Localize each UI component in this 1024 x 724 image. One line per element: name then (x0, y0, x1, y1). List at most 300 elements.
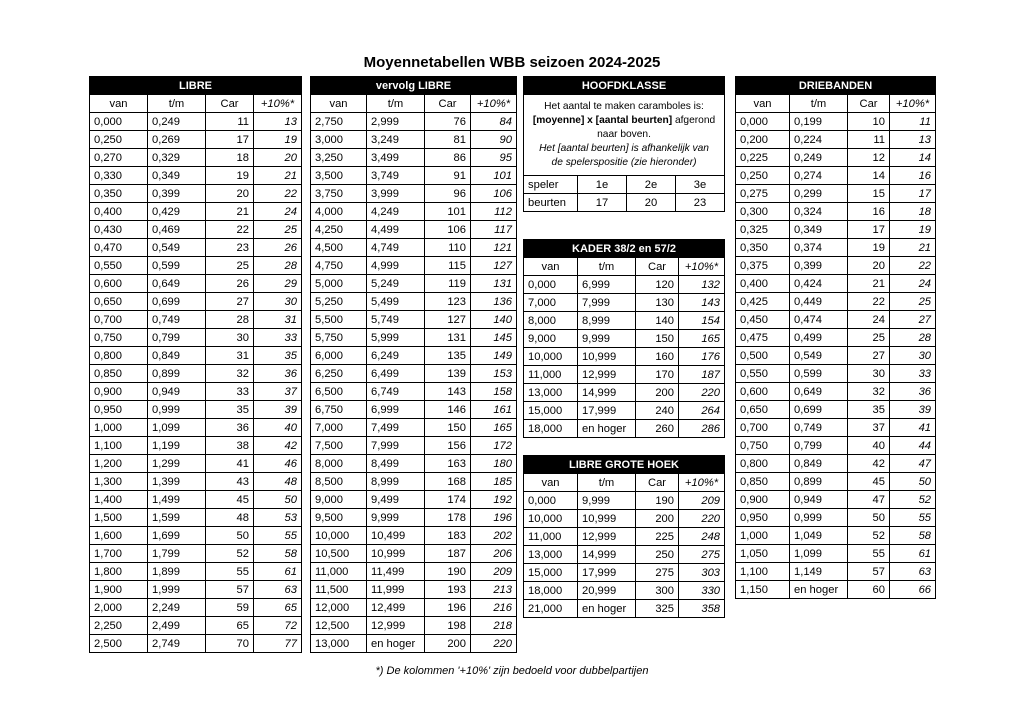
car-cell: 14 (848, 167, 890, 185)
tm-cell: 1,699 (148, 527, 206, 545)
table-row (524, 546, 725, 564)
table-row (736, 419, 936, 437)
column-header: van (524, 474, 578, 492)
plus10-cell: 131 (471, 275, 517, 293)
tm-cell: 0,269 (148, 131, 206, 149)
libre-table (89, 76, 302, 653)
tm-cell: 10,999 (578, 510, 636, 528)
column-header: t/m (367, 95, 425, 113)
beurten-cell: 17 (578, 194, 627, 212)
van-cell: 1,500 (90, 509, 148, 527)
tm-cell: 0,849 (790, 455, 848, 473)
plus10-cell: 28 (254, 257, 302, 275)
car-cell: 127 (425, 311, 471, 329)
car-cell: 130 (636, 294, 679, 312)
van-cell: 5,500 (311, 311, 367, 329)
tm-cell: 5,749 (367, 311, 425, 329)
tm-cell: 0,424 (790, 275, 848, 293)
tm-cell: 1,599 (148, 509, 206, 527)
plus10-cell: 216 (471, 599, 517, 617)
column-header: van (90, 95, 148, 113)
info-bold: [moyenne] x [aantal beurten] (532, 115, 673, 126)
plus10-cell: 65 (254, 599, 302, 617)
car-cell: 123 (425, 293, 471, 311)
van-cell: 8,000 (524, 312, 578, 330)
plus10-cell: 14 (890, 149, 936, 167)
car-cell: 174 (425, 491, 471, 509)
van-cell: 11,000 (524, 366, 578, 384)
plus10-cell: 358 (679, 600, 725, 618)
van-cell: 0,500 (736, 347, 790, 365)
tm-cell: 6,499 (367, 365, 425, 383)
tm-cell: 4,249 (367, 203, 425, 221)
car-cell: 32 (848, 383, 890, 401)
table-row (311, 131, 517, 149)
van-cell: 10,000 (524, 348, 578, 366)
plus10-cell: 180 (471, 455, 517, 473)
plus10-cell: 61 (890, 545, 936, 563)
tm-cell: 7,999 (367, 437, 425, 455)
van-cell: 18,000 (524, 420, 578, 438)
plus10-cell: 33 (254, 329, 302, 347)
tm-cell: 6,999 (578, 276, 636, 294)
plus10-cell: 36 (890, 383, 936, 401)
van-cell: 15,000 (524, 564, 578, 582)
car-cell: 30 (206, 329, 254, 347)
table-row (90, 437, 302, 455)
plus10-cell: 275 (679, 546, 725, 564)
van-cell: 15,000 (524, 402, 578, 420)
plus10-cell: 187 (679, 366, 725, 384)
tm-cell: 0,349 (790, 221, 848, 239)
van-cell: 0,900 (736, 491, 790, 509)
van-cell: 0,400 (736, 275, 790, 293)
plus10-cell: 202 (471, 527, 517, 545)
table-row (90, 545, 302, 563)
tm-cell: 2,499 (148, 617, 206, 635)
plus10-cell: 209 (471, 563, 517, 581)
tm-cell: 8,999 (578, 312, 636, 330)
car-cell: 325 (636, 600, 679, 618)
car-cell: 150 (425, 419, 471, 437)
car-cell: 20 (206, 185, 254, 203)
table-row (736, 347, 936, 365)
table-row (524, 582, 725, 600)
tm-cell: 5,999 (367, 329, 425, 347)
van-cell: 13,000 (311, 635, 367, 653)
car-cell: 22 (206, 221, 254, 239)
van-cell: 0,225 (736, 149, 790, 167)
tm-cell: 0,649 (148, 275, 206, 293)
van-cell: 4,250 (311, 221, 367, 239)
tm-cell: 0,599 (148, 257, 206, 275)
table-header: DRIEBANDEN (736, 77, 936, 95)
van-cell: 6,250 (311, 365, 367, 383)
car-cell: 35 (206, 401, 254, 419)
van-cell: 1,000 (90, 419, 148, 437)
tm-cell: 0,449 (790, 293, 848, 311)
plus10-cell: 61 (254, 563, 302, 581)
tm-cell: 12,999 (367, 617, 425, 635)
tm-cell: 11,999 (367, 581, 425, 599)
table-row (311, 149, 517, 167)
van-cell: 7,000 (311, 419, 367, 437)
car-cell: 115 (425, 257, 471, 275)
van-cell: 0,950 (736, 509, 790, 527)
plus10-cell: 41 (890, 419, 936, 437)
plus10-cell: 19 (890, 221, 936, 239)
plus10-cell: 145 (471, 329, 517, 347)
plus10-cell: 13 (254, 113, 302, 131)
van-cell: 1,000 (736, 527, 790, 545)
plus10-cell: 13 (890, 131, 936, 149)
plus10-cell: 165 (679, 330, 725, 348)
van-cell: 11,000 (311, 563, 367, 581)
table-row (90, 131, 302, 149)
table-row (736, 509, 936, 527)
table-row (736, 257, 936, 275)
car-cell: 45 (206, 491, 254, 509)
van-cell: 5,250 (311, 293, 367, 311)
table-row (90, 635, 302, 653)
van-cell: 0,450 (736, 311, 790, 329)
van-cell: 21,000 (524, 600, 578, 618)
van-cell: 0,430 (90, 221, 148, 239)
plus10-cell: 95 (471, 149, 517, 167)
van-cell: 13,000 (524, 384, 578, 402)
van-cell: 18,000 (524, 582, 578, 600)
beurten-cell: 23 (676, 194, 725, 212)
plus10-cell: 303 (679, 564, 725, 582)
tm-cell: en hoger (790, 581, 848, 599)
car-cell: 12 (848, 149, 890, 167)
van-cell: 2,000 (90, 599, 148, 617)
plus10-cell: 149 (471, 347, 517, 365)
plus10-cell: 209 (679, 492, 725, 510)
table-row (90, 167, 302, 185)
car-cell: 22 (848, 293, 890, 311)
plus10-cell: 220 (679, 510, 725, 528)
tm-cell: 0,599 (790, 365, 848, 383)
van-cell: 2,500 (90, 635, 148, 653)
car-cell: 25 (848, 329, 890, 347)
column-header: +10%* (679, 474, 725, 492)
tm-cell: 0,649 (790, 383, 848, 401)
car-cell: 55 (206, 563, 254, 581)
table-row (736, 527, 936, 545)
tm-cell: 8,999 (367, 473, 425, 491)
car-cell: 198 (425, 617, 471, 635)
plus10-cell: 50 (890, 473, 936, 491)
van-cell: 0,250 (736, 167, 790, 185)
van-cell: 0,000 (524, 276, 578, 294)
van-cell: 8,500 (311, 473, 367, 491)
table-row (524, 312, 725, 330)
table-row (311, 185, 517, 203)
plus10-cell: 25 (890, 293, 936, 311)
tm-cell: 0,949 (148, 383, 206, 401)
tm-cell: 10,499 (367, 527, 425, 545)
plus10-cell: 28 (890, 329, 936, 347)
table-row (736, 149, 936, 167)
van-cell: 0,900 (90, 383, 148, 401)
car-cell: 25 (206, 257, 254, 275)
tm-cell: 0,249 (790, 149, 848, 167)
hoofdklasse-table (523, 76, 725, 212)
plus10-cell: 31 (254, 311, 302, 329)
plus10-cell: 220 (679, 384, 725, 402)
van-cell: 1,600 (90, 527, 148, 545)
tm-cell: 0,329 (148, 149, 206, 167)
van-cell: 0,650 (90, 293, 148, 311)
car-cell: 23 (206, 239, 254, 257)
car-cell: 300 (636, 582, 679, 600)
car-cell: 200 (425, 635, 471, 653)
table-row (736, 293, 936, 311)
van-cell: 3,750 (311, 185, 367, 203)
table-row (524, 294, 725, 312)
tm-cell: 0,324 (790, 203, 848, 221)
table-row (90, 149, 302, 167)
van-cell: 0,750 (90, 329, 148, 347)
tm-cell: 0,699 (790, 401, 848, 419)
table-row (90, 293, 302, 311)
van-cell: 0,800 (90, 347, 148, 365)
car-cell: 183 (425, 527, 471, 545)
table-row (90, 257, 302, 275)
plus10-cell: 143 (679, 294, 725, 312)
table-row (311, 347, 517, 365)
table-row (311, 239, 517, 257)
van-cell: 11,500 (311, 581, 367, 599)
table-row (736, 329, 936, 347)
plus10-cell: 63 (890, 563, 936, 581)
table-row (311, 419, 517, 437)
table-row (311, 257, 517, 275)
van-cell: 6,750 (311, 401, 367, 419)
beurten-cell: 20 (627, 194, 676, 212)
plus10-cell: 132 (679, 276, 725, 294)
tm-cell: 3,249 (367, 131, 425, 149)
table-row (311, 635, 517, 653)
table-row (736, 437, 936, 455)
tm-cell: 0,749 (790, 419, 848, 437)
column-header: t/m (578, 474, 636, 492)
plus10-cell: 172 (471, 437, 517, 455)
table-row (736, 203, 936, 221)
van-cell: 0,550 (90, 257, 148, 275)
van-cell: 4,750 (311, 257, 367, 275)
table-row (311, 203, 517, 221)
car-cell: 135 (425, 347, 471, 365)
van-cell: 1,100 (90, 437, 148, 455)
car-cell: 32 (206, 365, 254, 383)
tm-cell: 0,249 (148, 113, 206, 131)
car-cell: 160 (636, 348, 679, 366)
van-cell: 8,000 (311, 455, 367, 473)
car-cell: 260 (636, 420, 679, 438)
table-row (524, 384, 725, 402)
table-row (311, 491, 517, 509)
tm-cell: 9,999 (367, 509, 425, 527)
car-cell: 21 (848, 275, 890, 293)
plus10-cell: 39 (890, 401, 936, 419)
table-row (736, 239, 936, 257)
table-row (524, 420, 725, 438)
plus10-cell: 176 (679, 348, 725, 366)
van-cell: 2,250 (90, 617, 148, 635)
tm-cell: 12,999 (578, 366, 636, 384)
tm-cell: en hoger (578, 600, 636, 618)
car-cell: 55 (848, 545, 890, 563)
plus10-cell: 30 (254, 293, 302, 311)
table-row (311, 365, 517, 383)
car-cell: 178 (425, 509, 471, 527)
tm-cell: 0,224 (790, 131, 848, 149)
table-row (90, 473, 302, 491)
van-cell: 3,250 (311, 149, 367, 167)
plus10-cell: 66 (890, 581, 936, 599)
tm-cell: 11,499 (367, 563, 425, 581)
table-row (311, 167, 517, 185)
van-cell: 0,000 (90, 113, 148, 131)
plus10-cell: 220 (471, 635, 517, 653)
table-row (524, 510, 725, 528)
van-cell: 5,000 (311, 275, 367, 293)
table-row (736, 581, 936, 599)
plus10-cell: 158 (471, 383, 517, 401)
table-row (311, 329, 517, 347)
plus10-cell: 24 (890, 275, 936, 293)
car-cell: 101 (425, 203, 471, 221)
van-cell: 9,500 (311, 509, 367, 527)
van-cell: 1,300 (90, 473, 148, 491)
table-row (311, 113, 517, 131)
plus10-cell: 121 (471, 239, 517, 257)
van-cell: 10,000 (524, 510, 578, 528)
car-cell: 187 (425, 545, 471, 563)
tm-cell: 0,499 (790, 329, 848, 347)
car-cell: 50 (848, 509, 890, 527)
column-header: Car (636, 258, 679, 276)
table-row (311, 599, 517, 617)
table-row (90, 617, 302, 635)
plus10-cell: 127 (471, 257, 517, 275)
tm-cell: 0,799 (148, 329, 206, 347)
table-row (524, 600, 725, 618)
car-cell: 11 (206, 113, 254, 131)
van-cell: 7,000 (524, 294, 578, 312)
plus10-cell: 248 (679, 528, 725, 546)
tm-cell: 0,469 (148, 221, 206, 239)
plus10-cell: 153 (471, 365, 517, 383)
plus10-cell: 37 (254, 383, 302, 401)
car-cell: 196 (425, 599, 471, 617)
van-cell: 1,400 (90, 491, 148, 509)
plus10-cell: 117 (471, 221, 517, 239)
table-row (311, 455, 517, 473)
table-row (736, 545, 936, 563)
tm-cell: 1,499 (148, 491, 206, 509)
info-line: Het aantal te maken caramboles is: (544, 101, 704, 112)
plus10-cell: 161 (471, 401, 517, 419)
column-header: +10%* (890, 95, 936, 113)
plus10-cell: 185 (471, 473, 517, 491)
van-cell: 0,330 (90, 167, 148, 185)
tm-cell: 12,499 (367, 599, 425, 617)
plus10-cell: 48 (254, 473, 302, 491)
table-row (524, 402, 725, 420)
plus10-cell: 24 (254, 203, 302, 221)
car-cell: 19 (206, 167, 254, 185)
tm-cell: 0,399 (790, 257, 848, 275)
car-cell: 59 (206, 599, 254, 617)
table-row (736, 455, 936, 473)
plus10-cell: 33 (890, 365, 936, 383)
tm-cell: 6,249 (367, 347, 425, 365)
car-cell: 47 (848, 491, 890, 509)
column-header: van (524, 258, 578, 276)
table-row (736, 365, 936, 383)
van-cell: 6,000 (311, 347, 367, 365)
van-cell: 0,850 (736, 473, 790, 491)
table-row (311, 473, 517, 491)
car-cell: 76 (425, 113, 471, 131)
table-row (311, 383, 517, 401)
car-cell: 120 (636, 276, 679, 294)
car-cell: 119 (425, 275, 471, 293)
car-cell: 57 (848, 563, 890, 581)
column-header: van (736, 95, 790, 113)
table-row (736, 113, 936, 131)
driebanden-table (735, 76, 936, 599)
table-row (311, 275, 517, 293)
tm-cell: 9,999 (578, 330, 636, 348)
table-row (524, 330, 725, 348)
van-cell: 1,900 (90, 581, 148, 599)
tm-cell: 0,949 (790, 491, 848, 509)
car-cell: 70 (206, 635, 254, 653)
car-cell: 200 (636, 384, 679, 402)
car-cell: 163 (425, 455, 471, 473)
van-cell: 7,500 (311, 437, 367, 455)
plus10-cell: 42 (254, 437, 302, 455)
car-cell: 52 (206, 545, 254, 563)
car-cell: 33 (206, 383, 254, 401)
plus10-cell: 330 (679, 582, 725, 600)
car-cell: 42 (848, 455, 890, 473)
tm-cell: 10,999 (578, 348, 636, 366)
van-cell: 9,000 (524, 330, 578, 348)
tm-cell: 12,999 (578, 528, 636, 546)
van-cell: 0,325 (736, 221, 790, 239)
car-cell: 110 (425, 239, 471, 257)
tm-cell: 3,499 (367, 149, 425, 167)
tm-cell: 14,999 (578, 546, 636, 564)
car-cell: 146 (425, 401, 471, 419)
tm-cell: 7,999 (578, 294, 636, 312)
car-cell: 240 (636, 402, 679, 420)
speler-cell: 1e (578, 176, 627, 194)
tm-cell: 0,374 (790, 239, 848, 257)
van-cell: 0,000 (736, 113, 790, 131)
table-row (524, 366, 725, 384)
tm-cell: 0,849 (148, 347, 206, 365)
van-cell: 0,425 (736, 293, 790, 311)
tm-cell: 1,399 (148, 473, 206, 491)
table-row (524, 276, 725, 294)
car-cell: 40 (848, 437, 890, 455)
